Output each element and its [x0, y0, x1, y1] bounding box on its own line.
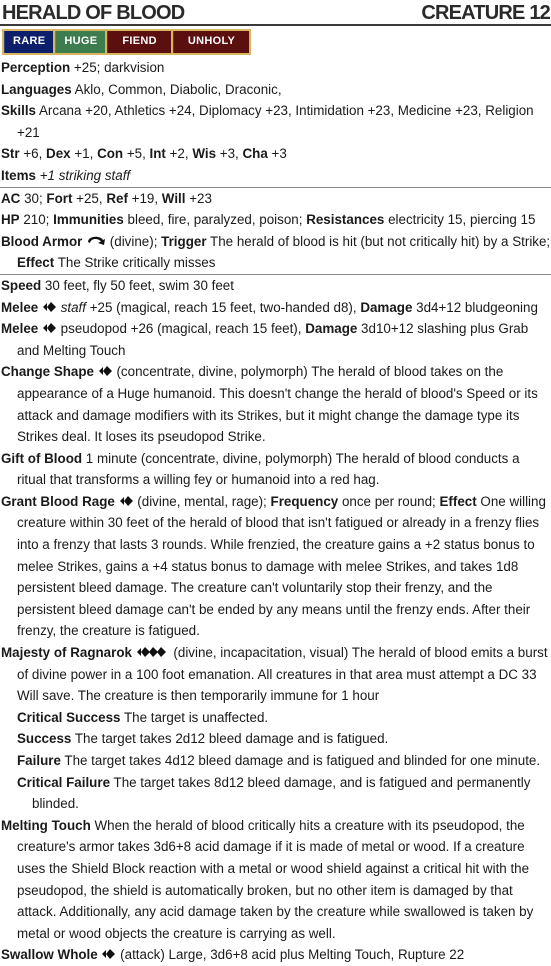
reaction-icon — [86, 234, 106, 248]
change-shape-block — [0, 361, 551, 447]
critical-success-text: The target is unaffected. — [120, 709, 269, 725]
melee-staff-damage: 3d4+12 bludgeoning — [412, 299, 538, 315]
dex-label: Dex — [46, 146, 71, 162]
ac-value: 30; — [20, 190, 47, 206]
majesty-critical-failure — [0, 772, 551, 815]
blood-armor-name: Blood Armor — [1, 233, 83, 249]
blood-armor-trigger: The herald of blood is hit (but not critically hit) by a Strike; — [206, 233, 551, 249]
hp-line — [0, 209, 551, 231]
defense-line — [0, 187, 551, 210]
single-action-icon — [42, 321, 57, 335]
speed-label: Speed — [1, 277, 42, 293]
con-value: +5, — [123, 146, 150, 162]
success-label: Success — [17, 731, 72, 747]
fort-label: Fort — [46, 190, 73, 206]
trait-bar — [2, 29, 251, 55]
gift-of-blood-block — [0, 448, 551, 491]
will-label: Will — [161, 190, 186, 206]
items-line — [0, 165, 551, 187]
blood-armor-effect: The Strike critically misses — [54, 255, 216, 271]
melee-staff-stats: +25 (magical, reach 15 feet, two-handed d8), — [86, 299, 361, 315]
con-label: Con — [97, 146, 124, 162]
majesty-success — [0, 728, 551, 750]
speed-line — [0, 274, 551, 297]
gift-of-blood-text: 1 minute (concentrate, divine, polymorph) The herald of blood conducts a ritual that transforms a willing fey or humanoid into a red hag. — [17, 450, 520, 488]
perception-label: Perception — [1, 60, 71, 75]
swallow-whole-block — [0, 944, 551, 966]
blood-armor-traits: (divine); — [106, 233, 162, 249]
languages-value: Aklo, Common, Diabolic, Draconic, — [71, 81, 282, 97]
melting-touch-name: Melting Touch — [1, 817, 91, 833]
hp-label: HP — [1, 212, 20, 228]
failure-text: The target takes 4d12 bleed damage and is fatigued and blinded for one minute. — [60, 753, 541, 768]
melee-label: Melee — [1, 321, 39, 337]
single-action-icon — [101, 947, 116, 961]
languages-line — [0, 79, 551, 101]
single-action-icon — [42, 300, 57, 314]
change-shape-text: (concentrate, divine, polymorph) The herald of blood takes on the appearance of a Huge humanoid. This doesn't change the herald of blood's Speed or its attack and damage modifiers with its Strikes, but it might change the damage type its Strikes deal. It loses its pseudopod Strike. — [17, 364, 538, 445]
melee-pseudopod-line — [0, 318, 551, 361]
ac-label: AC — [1, 190, 21, 206]
majesty-of-ragnarok-block — [0, 642, 551, 707]
melee-weapon: staff — [60, 299, 86, 315]
fort-value: +25, — [72, 190, 107, 206]
swallow-whole-text: (attack) Large, 3d6+8 acid plus Melting Touch, Rupture 22 — [116, 947, 465, 963]
cha-value: +3 — [267, 146, 287, 162]
melee-pseudopod-stats: pseudopod +26 (magical, reach 15 feet), — [56, 321, 306, 337]
int-label: Int — [149, 146, 166, 162]
majesty-failure — [0, 750, 551, 772]
melee-staff-damage-label: Damage — [360, 299, 413, 315]
str-value: +6, — [19, 146, 47, 162]
failure-label: Failure — [17, 753, 61, 768]
melee-pseudopod-damage: 3d10+12 slashing plus Grab and Melting Touch — [17, 321, 529, 358]
immunities-value: bleed, fire, paralyzed, poison; — [123, 212, 307, 228]
trait-huge[interactable]: HUGE — [55, 31, 105, 53]
skills-value: Arcana +20, Athletics +24, Diplomacy +23, Intimidation +23, Medicine +23, Religion +21 — [17, 103, 534, 140]
critical-failure-label: Critical Failure — [17, 774, 111, 790]
grant-blood-rage-frequency-label: Frequency — [270, 493, 339, 509]
melting-touch-block — [0, 815, 551, 945]
skills-line — [0, 100, 551, 143]
grant-blood-rage-block — [0, 491, 551, 642]
hp-value: 210; — [19, 212, 54, 228]
int-value: +2, — [165, 146, 193, 162]
swallow-whole-name: Swallow Whole — [1, 947, 98, 963]
grant-blood-rage-effect: One willing creature within 30 feet of the herald of blood that isn't fatigued or already in a frenzy flies into a frenzy that lasts 3 rounds. While frenzied, the creature gains a +2 status bonus to melee Strikes, gains a +4 status bonus to damage with melee Strikes, and takes 1d8 persistent bleed damage. The creature can't voluntarily stop their frenzy, and the persistent bleed damage can't be ended by any means until the frenzy ends. After their frenzy, the creature is fatigued. — [17, 493, 546, 639]
languages-label: Languages — [1, 81, 72, 97]
melee-staff-line — [0, 297, 551, 319]
melee-label: Melee — [1, 299, 39, 315]
immunities-label: Immunities — [53, 212, 124, 228]
perception-line — [0, 57, 551, 79]
gift-of-blood-name: Gift of Blood — [1, 450, 83, 466]
str-label: Str — [1, 146, 20, 162]
skills-label: Skills — [1, 103, 36, 119]
three-actions-icon — [136, 645, 170, 659]
creature-name: HERALD OF BLOOD — [2, 2, 185, 24]
critical-success-label: Critical Success — [17, 709, 121, 725]
speed-value: 30 feet, fly 50 feet, swim 30 feet — [41, 277, 234, 293]
critical-failure-text: The target takes 8d12 bleed damage, and is fatigued and permanently blinded. — [32, 774, 531, 812]
resistances-value: electricity 15, piercing 15 — [384, 212, 536, 228]
dex-value: +1, — [70, 146, 98, 162]
trait-unholy[interactable]: UNHOLY — [173, 31, 249, 53]
grant-blood-rage-frequency: once per round; — [338, 493, 440, 509]
cha-label: Cha — [242, 146, 268, 162]
melting-touch-text: When the herald of blood critically hits a creature with its pseudopod, the creature's armor takes 3d6+8 acid damage if it is made of metal or wood. If a creature uses the Shield Block reaction with a metal or wood shield against a critical hit with the pseudopod, the shield is automatically broken, but no other item is damaged by that attack. Additionally, any acid damage taken by the creature while swallowed is taken by metal or wood objects the creature is carrying as well. — [17, 817, 534, 941]
trait-rare[interactable]: RARE — [4, 31, 53, 53]
blood-armor-block — [0, 231, 551, 274]
grant-blood-rage-name: Grant Blood Rage — [1, 493, 115, 509]
items-value: +1 striking staff — [39, 167, 131, 183]
success-text: The target takes 2d12 bleed damage and is fatigued. — [71, 731, 389, 747]
grant-blood-rage-traits: (divine, mental, rage); — [133, 493, 271, 509]
will-value: +23 — [185, 190, 212, 206]
single-action-icon — [98, 364, 113, 378]
single-action-icon — [119, 494, 134, 508]
resistances-label: Resistances — [306, 212, 385, 228]
melee-pseudopod-damage-label: Damage — [305, 321, 358, 337]
wis-label: Wis — [192, 146, 217, 162]
wis-value: +3, — [216, 146, 243, 162]
majesty-text: (divine, incapacitation, visual) The herald of blood emits a burst of divine power in a 100 foot emanation. All creatures in that area must attempt a DC 33 Will save. The creature is then temporarily immune for 1 hour — [17, 645, 548, 704]
majesty-critical-success — [0, 707, 551, 729]
abilities-line — [0, 143, 551, 165]
perception-value: +25; darkvision — [70, 60, 165, 75]
ref-label: Ref — [106, 190, 128, 206]
change-shape-name: Change Shape — [1, 364, 95, 380]
trait-fiend[interactable]: FIEND — [107, 31, 171, 53]
majesty-name: Majesty of Ragnarok — [1, 645, 132, 661]
items-label: Items — [1, 167, 36, 183]
title-row — [0, 0, 551, 26]
blood-armor-trigger-label: Trigger — [161, 233, 207, 249]
creature-level: CREATURE 12 — [421, 2, 550, 24]
ref-value: +19, — [127, 190, 162, 206]
grant-blood-rage-effect-label: Effect — [439, 493, 477, 509]
blood-armor-effect-label: Effect — [17, 255, 55, 271]
